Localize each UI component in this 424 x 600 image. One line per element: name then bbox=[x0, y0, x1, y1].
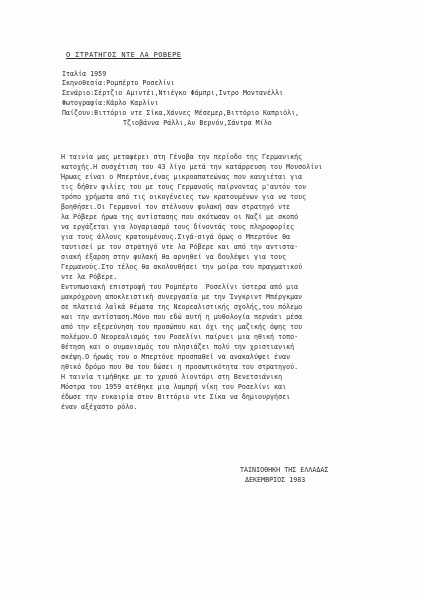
text-line: ντε λα Ρόβερε. bbox=[61, 273, 118, 281]
text-line: και την αντίσταση.Μόνο που εδώ αυτή η μυθολογία περνάει μέσα bbox=[61, 313, 303, 321]
text-line: έναν αξέχαστο ρόλο. bbox=[61, 403, 138, 411]
text-line: Ήρωας είναι ο Μπερτόνε,ένας μικροαπατεώνας που καυχιέται για bbox=[61, 173, 303, 181]
credit-cast: Παίζουν:Βιττόριο ντε Σίκα,Χάννες Μέσεμερ,Βιττόριο Καπριόλι, bbox=[62, 109, 300, 117]
text-line: ηθικό δρόμο που θα του δώσει η προσωπικότητα του στρατηγού. bbox=[61, 363, 299, 371]
signature-date: ΔΕΚΕΜΒΡΙΟΣ 1983 bbox=[245, 476, 306, 484]
text-line: λα Ρόβερε ήρωα της αντίστασης που σκότωσαν οι Ναζί με σκοπό bbox=[61, 213, 299, 221]
credit-photography: Φωτογραφία:Κάρλο Καρλίνι bbox=[62, 99, 159, 107]
text-line: σιακή έξαρση στην φυλακή θα αρνηθεί να δουλέψει για τους bbox=[61, 253, 287, 261]
text-line: Εντυπωσιακή επιστροφή του Ρομπέρτο Ροσελίνι ύστερα από μια bbox=[61, 283, 299, 291]
text-line: Μόστρα του 1959 ατέθηκε μια λαμπρή νίκη του Ροσελίνι και bbox=[61, 383, 287, 391]
text-line: Η ταινία τιμήθηκε με το χρυσό λιοντάρι στη Βενετσιάνικη bbox=[61, 373, 283, 381]
text-line: πολέμου.Ο Νεορεαλισμός του Ροσελίνι παίρνει μια ηθική τοπο- bbox=[61, 333, 299, 341]
text-line: βοηθήσει.Οι Γερμανοί τον στέλνουν φυλακή σαν στρατηγό ντε bbox=[61, 203, 291, 211]
text-line: να εργάζεται για λογαριασμό τους δίνοντάς τους πληροφορίες bbox=[61, 223, 295, 231]
signature-organization: ΤΑΙΝΙΟΘΗΚΗ ΤΗΣ ΕΛΛΑΔΑΣ bbox=[240, 466, 329, 474]
credit-country-year: Ιταλία 1959 bbox=[62, 70, 107, 78]
text-line: τις δήθεν φιλίες του με τους Γερμανούς παίρνοντας μ'αυτόν τον bbox=[61, 183, 307, 191]
credit-cast-continued: Τζιοβάννα Ράλλι,Αν Βερνόν,Σάντρα Μίλο bbox=[123, 119, 272, 127]
text-line: ταυτισεί με τον στρατηγό ντε λα Ρόβερε και από την αντιστα- bbox=[61, 243, 299, 251]
credit-director: Σκηνοθεσία:Ρομπέρτο Ροσελίνι bbox=[62, 79, 175, 87]
text-line: μακρόχρονη αποκλειστική συνεργασία με την Ίνγκριντ Μπέργκμαν bbox=[61, 293, 303, 301]
text-line: κατοχής.Η συσχέτιση του 43 λίγο μετά την κατάρρευση του Μουσολίνι bbox=[61, 163, 323, 171]
text-line: τρόπο χρήματα από τις οικογένειες των κρατουμένων για να τους bbox=[61, 193, 307, 201]
text-line: σκέψη.Ο ήρωάς του ο Μπερτόνε προσπαθεί να ανακαλύψει έναν bbox=[61, 353, 291, 361]
text-line: Η ταινία μας μεταφέρει στη Γένοβα την περίοδο της Γερμανικής bbox=[61, 153, 303, 161]
text-line: θέτηση και ο ουμανισμός του πλησιάζει πολύ την χριστιανική bbox=[61, 343, 295, 351]
text-line: από την εξερεύνηση του προσώπου και όχι της μαζικής όψης του bbox=[61, 323, 303, 331]
document-title: Ο ΣΤΡΑΤΗΓΟΣ ΝΤΕ ΛΑ ΡΟΒΕΡΕ bbox=[66, 51, 182, 59]
text-line: για τους άλλους κρατουμένους.Σιγά-σιγά όμως ο Μπερτόνε θα bbox=[61, 233, 291, 241]
text-line: έδωσε την ευκαιρία στον Βιττόριο ντε Σίκα να δημιουργήσει bbox=[61, 393, 291, 401]
credit-screenplay: Σενάριο:Σέρτζιο Αμιντέι,Ντιέγκο Φάμπρι,Ιντρο Μοντανέλλι bbox=[62, 89, 284, 97]
text-line: σε πλατειά λαϊκά θέματα της Νεορεαλιστικής σχολής,του πόλεμο bbox=[61, 303, 303, 311]
text-line: Γερμανούς.Στο τέλος θα ακολουθήσει την μοίρα του πραγματικού bbox=[61, 263, 303, 271]
